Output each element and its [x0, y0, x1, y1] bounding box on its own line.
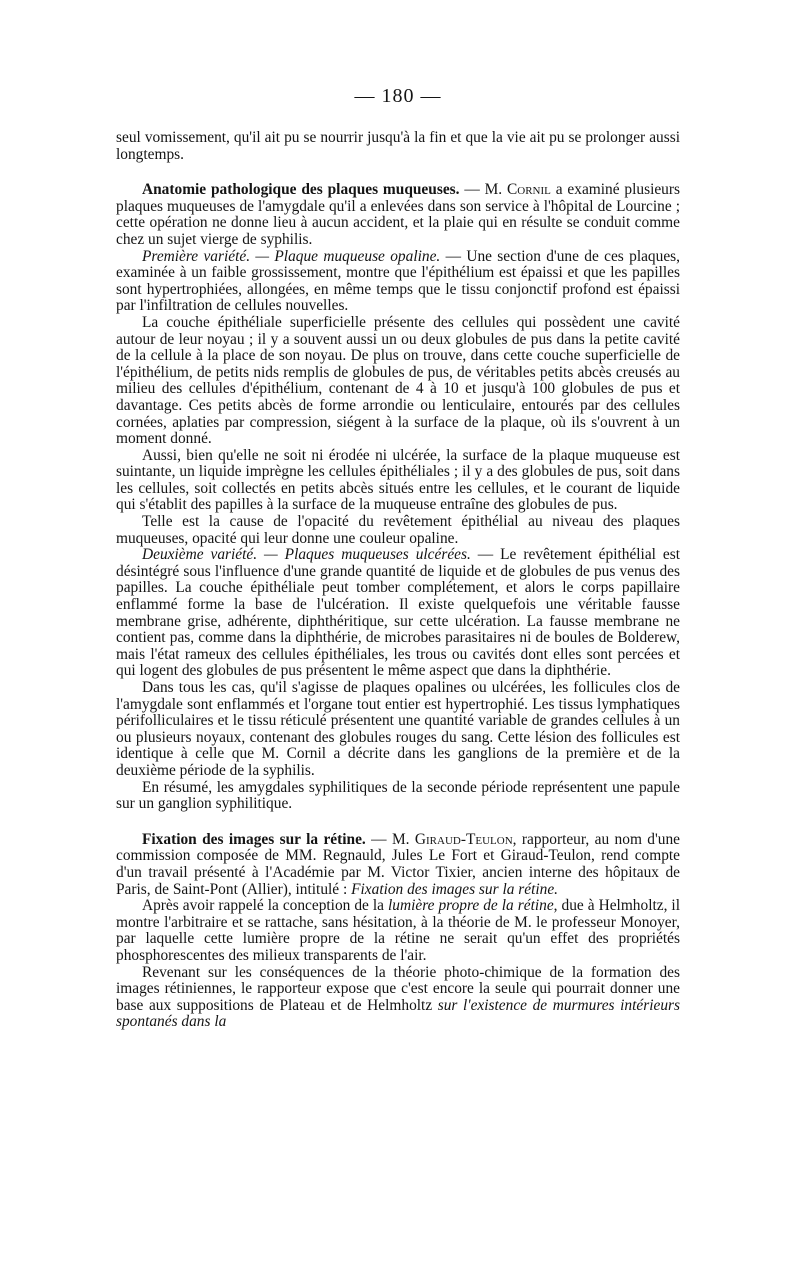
body-paragraph: Aussi, bien qu'elle ne soit ni érodée ni ulcérée, la surface de la plaque muqueuse est suintante, un liquide imprègne les cellules épithéliales ; il y a des globules de pus, soit dans les cellules, soit collectés en petits abcès situés entre les cellules, et le courant de liquide qui s'établit des papilles à la surface de la muqueuse entraîne des globules de pus. [116, 446, 680, 514]
variety-label: Première variété. — Plaque muqueuse opaline. [142, 247, 441, 265]
author-name: Cornil [507, 181, 551, 199]
lead-text: a examiné plusieurs plaques muqueuses de l'amygdale qu'il a enlevées dans son service à l'hôpital de Lourcine ; cette opération ne donne lieu à aucun accident, et la plaie qui en résulte se conduit comme chez un sujet vierge de syphilis. [116, 181, 680, 248]
heading-dash: — M. [459, 181, 507, 199]
variety-text: — Le revêtement épithélial est désintégré sous l'influence d'une grande quantité de liquide et de globules de pus venus des papilles. La couche épithéliale peut tomber complétement, et alors le corps papillaire enflammé forme la base de l'ulcération. Il existe quelquefois une véritable fausse membrane grise, adhérente, diphthéritique, sur cette ulcération. La fausse membrane ne contient pas, comme dans la diphthérie, de microbes parasitaires ni de boules de Bolderew, mais l'état rameux des cellules épithéliales, les trous ou cavités dont elles sont percées et qui logent des globules de pus présentent le même aspect que dans la diphthérie. [116, 546, 680, 680]
variety-text: — Une section d'une de ces plaques, examinée à un faible grossissement, montre que l'épithélium est épaissi et que les papilles sont hypertrophiées, allongées, en même temps que le tissu conjonctif profond est épaissi par l'infiltration de cellules nouvelles. [116, 247, 680, 315]
body-paragraph [116, 965, 680, 1031]
section-pathology [116, 182, 680, 813]
intro-paragraph: seul vomissement, qu'il ait pu se nourrir jusqu'à la fin et que la vie ait pu se prolonger aussi longtemps. [116, 129, 680, 163]
body-paragraph: En résumé, les amygdales syphilitiques de la seconde période représentent une papule sur un ganglion syphilitique. [116, 778, 680, 813]
section-retina [116, 832, 680, 1031]
body-paragraph [116, 898, 680, 964]
variety-paragraph [116, 249, 680, 315]
section-lead-paragraph [116, 832, 680, 898]
author-name: Giraud-Teulon [414, 830, 513, 848]
section-heading: Fixation des images sur la rétine. [142, 830, 366, 848]
heading-dash: — M. [365, 830, 415, 848]
spacer [116, 813, 680, 832]
intro-block [116, 130, 680, 163]
body-paragraph: Telle est la cause de l'opacité du revêtement épithélial au niveau des plaques muqueuses, opacité qui leur donne une couleur opaline. [116, 513, 680, 547]
lead-text: , rapporteur, au nom d'une commission composée de MM. Regnauld, Jules Le Fort et Giraud-Teulon, rend compte d'un travail présenté à l'Académie par M. Victor Tixier, ancien interne des hôpitaux de Paris, de Saint-Pont (Allier), intitulé : [116, 830, 680, 898]
body-paragraph: La couche épithéliale superficielle présente des cellules qui possèdent une cavité autour de leur noyau ; il y a souvent aussi un ou deux globules de pus dans la petite cavité de la cellule à la place de son noyau. De plus on trouve, dans cette couche superficielle de l'épithélium, de petits nids remplis de globules de pus, de véritables petits abcès creusés au milieu des cellules d'épithélium, contenant de 4 à 10 et jusqu'à 100 globules de pus et davantage. Ces petits abcès de forme arrondie ou lenticulaire, entourés par des cellules cornées, aplaties par compression, siégent à la surface de la plaque, où ils s'ouvrent à un moment donné. [116, 313, 680, 448]
italic-run: sur l'existence de murmures intérieurs spontanés dans la [116, 996, 680, 1031]
section-lead-paragraph [116, 182, 680, 248]
spacer [116, 163, 680, 182]
page-number: — 180 — [354, 85, 442, 107]
variety-paragraph [116, 547, 680, 680]
text-run: Revenant sur les conséquences de la théorie photo-chimique de la formation des images rétiniennes, le rapporteur expose que c'est encore la seule qui pourrait donner une base aux suppositions de Plateau et de Helmholtz [116, 963, 680, 1014]
text-run: Après avoir rappelé la conception de la [142, 897, 389, 915]
italic-run: lumière propre de la rétine [388, 897, 554, 915]
variety-label: Deuxième variété. — Plaques muqueuses ulcérées. [142, 546, 471, 564]
section-heading: Anatomie pathologique des plaques muqueuses. [142, 181, 460, 199]
work-title: Fixation des images sur la rétine. [351, 880, 559, 898]
body-paragraph: Dans tous les cas, qu'il s'agisse de plaques opalines ou ulcérées, les follicules clos de l'amygdale sont enflammés et l'organe tout entier est hypertrophié. Les tissus lymphatiques périfolliculaires et le tissu réticulé présentent une quantité variable de grandes cellules à un ou plusieurs noyaux, contenant des globules rouges du sang. Cette lésion des follicules est identique à celle que M. Cornil a décrite dans les ganglions de la première et de la deuxième période de la syphilis. [116, 679, 680, 779]
text-run: , due à Helmholtz, il montre l'arbitraire et se rattache, sans hésitation, à la théorie de M. le professeur Monoyer, par laquelle cette lumière propre de la rétine ne serait qu'un effet des propriétés phosphorescentes des milieux transparents de l'air. [116, 897, 680, 964]
